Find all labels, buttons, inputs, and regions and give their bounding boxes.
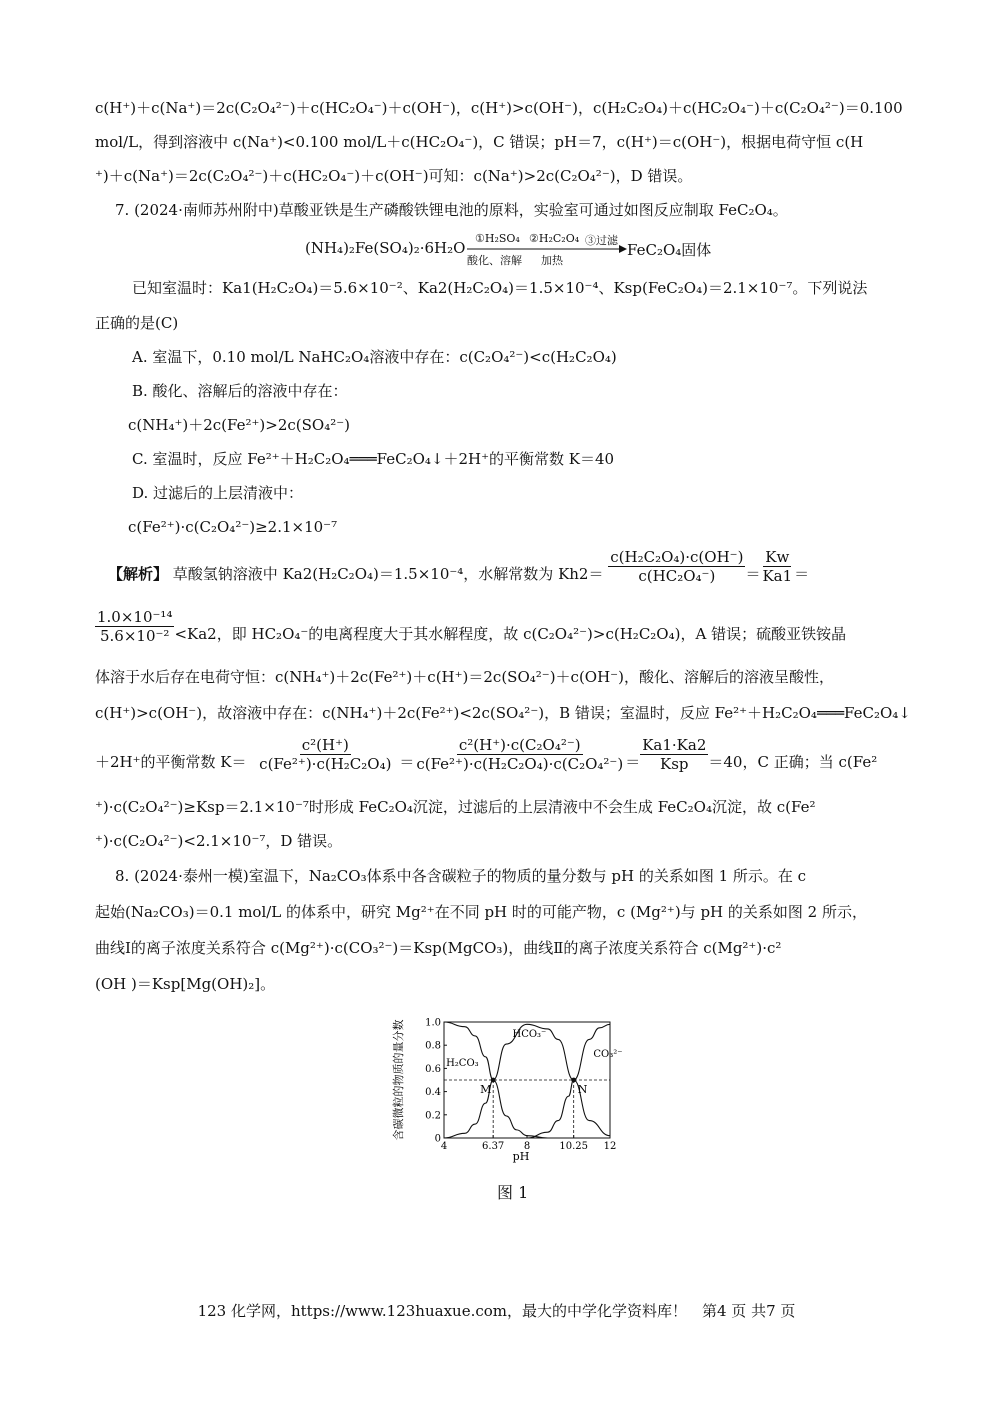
y-axis-label: 含碳微粒的物质的量分数 [392,1019,405,1141]
x-axis-label: pH [512,1150,530,1163]
fraction-numerator: c²(H⁺) [301,735,349,754]
fraction-numerator: c(H₂C₂O₄)·c(OH⁻) [610,547,744,566]
fraction [414,736,625,773]
series-label: CO₃²⁻ [593,1048,623,1060]
fraction [760,548,794,585]
series-label: H₂CO₃ [446,1058,479,1070]
y-tick-label: 0.4 [425,1087,441,1099]
analysis-line-6: ⁺)·c(C₂O₄²⁻)≥Ksp＝2.1×10⁻⁷时形成 FeC₂O₄沉淀，过滤后的上层清液中不会生成 FeC₂O₄沉淀，故 c(Fe² [95,798,816,816]
series-line [444,1024,610,1138]
reaction-arrow [467,244,627,254]
question-8-line: (OH )＝Ksp[Mg(OH)₂]。 [95,975,276,993]
text-line: mol/L，得到溶液中 c(Na⁺)<0.100 mol/L＋c(HC₂O₄⁻)，C 错误；pH＝7，c(H⁺)＝c(OH⁻)，根据电荷守恒 c(H [95,133,864,151]
point-label: N [577,1083,588,1096]
option-d: D. 过滤后的上层清液中： [132,484,304,502]
x-tick-label: 12 [603,1141,617,1152]
step3-top: ③过滤 [585,234,618,247]
analysis-line-1: 【解析】 草酸氢钠溶液中 Ka2(H₂C₂O₄)＝1.5×10⁻⁴，水解常数为 Kh2＝ $\frac{\text{c(H₂C₂O₄)·c(OH⁻)}}{\text{c(HC₂O₄⁻)}}$ ＝ $\frac{Kw}{Ka1}$ ＝ [108,547,810,585]
fraction-denominator: Ksp [660,754,689,773]
x-tick-label: 8 [523,1141,531,1152]
question-8-line: 曲线Ⅰ的离子浓度关系符合 c(Mg²⁺)·c(CO₃²⁻)＝Ksp(MgCO₃)，曲线Ⅱ的离子浓度关系符合 c(Mg²⁺)·c² [95,939,782,957]
fraction [608,548,745,585]
analysis-text: 草酸氢钠溶液中 Ka2(H₂C₂O₄)＝1.5×10⁻⁴，水解常数为 Kh2＝ [172,565,604,583]
x-tick-label: 4 [440,1141,448,1152]
step1-top: ①H₂SO₄ [475,232,520,245]
y-tick-label: 0.2 [425,1110,441,1122]
answer-line: 正确的是(C) [95,314,179,332]
y-tick-label: 1.0 [425,1017,441,1029]
y-tick-label: 0 [434,1133,441,1145]
reaction-right: FeC₂O₄固体 [627,241,712,259]
question-7-title: 7. (2024·南师苏州附中)草酸亚铁是生产磷酸铁锂电池的原料，实验室可通过如图反应制取 FeC₂O₄。 [115,201,788,219]
fraction-numerator: 1.0×10⁻¹⁴ [97,607,173,626]
fraction-denominator: c(Fe²⁺)·c(H₂C₂O₄) [259,754,392,773]
step2-top: ②H₂C₂O₄ [529,232,580,245]
fraction [640,736,708,773]
x-tick-label: 10.25 [559,1141,589,1152]
text-line: 已知室温时：Ka1(H₂C₂O₄)＝5.6×10⁻²、Ka2(H₂C₂O₄)＝1.5×10⁻⁴、Ksp(FeC₂O₄)＝2.1×10⁻⁷。下列说法 [132,279,868,297]
x-tick-label: 6.37 [482,1141,505,1152]
analysis-text: ＝40，C 正确；当 c(Fe² [708,753,878,771]
analysis-text: <Ka2，即 HC₂O₄⁻的电离程度大于其水解程度，故 c(C₂O₄²⁻)>c(H₂C₂O₄)，A 错误；硫酸亚铁铵晶 [174,625,847,643]
fraction [251,736,399,773]
option-a: A. 室温下，0.10 mol/L NaHC₂O₄溶液中存在：c(C₂O₄²⁻)<c(H₂C₂O₄) [132,348,617,366]
reaction-left: (NH₄)₂Fe(SO₄)₂·6H₂O [305,239,466,257]
fraction-numerator: Kw [765,547,790,566]
page-footer: 123 化学网，https://www.123huaxue.com，最大的中学化学资料库！ 第4 页 共7 页 [197,1302,796,1320]
fraction-denominator: c(HC₂O₄⁻) [638,566,716,585]
fraction-numerator: c²(H⁺)·c(C₂O₄²⁻) [458,735,581,754]
figure-caption: 图 1 [497,1183,529,1202]
analysis-line-7: ⁺)·c(C₂O₄²⁻)<2.1×10⁻⁷，D 错误。 [95,832,343,850]
point-label: M [480,1083,492,1096]
data-point [571,1078,576,1083]
fraction-denominator: c(Fe²⁺)·c(H₂C₂O₄)·c(C₂O₄²⁻) [416,754,624,773]
question-8-line: 起始(Na₂CO₃)＝0.1 mol/L 的体系中，研究 Mg²⁺在不同 pH 时的可能产物，c (Mg²⁺)与 pH 的关系如图 2 所示， [95,903,867,921]
question-8-line: 8. (2024·泰州一模)室温下，Na₂CO₃体系中各含碳粒子的物质的量分数与 pH 的关系如图 1 所示。在 c [115,867,807,885]
text-line: c(H⁺)＋c(Na⁺)＝2c(C₂O₄²⁻)＋c(HC₂O₄⁻)＋c(OH⁻)，c(H⁺)>c(OH⁻)，c(H₂C₂O₄)＋c(HC₂O₄⁻)＋c(C₂O₄²⁻)＝0.100 [95,99,903,117]
analysis-line-2 [95,607,847,645]
y-tick-label: 0.8 [425,1040,441,1052]
option-d-expr: c(Fe²⁺)·c(C₂O₄²⁻)≥2.1×10⁻⁷ [128,518,338,536]
reaction-scheme [305,230,725,270]
option-b: B. 酸化、溶解后的溶液中存在： [132,382,348,400]
speciation-chart [380,1002,630,1174]
step2-bottom: 加热 [541,254,563,267]
analysis-line-4: c(H⁺)>c(OH⁻)，故溶液中存在：c(NH₄⁺)＋2c(Fe²⁺)<2c(SO₄²⁻)，B 错误；室温时，反应 Fe²⁺＋H₂C₂O₄═══FeC₂O₄↓ [95,704,911,722]
fraction-numerator: Ka1·Ka2 [642,735,707,754]
text-line: ⁺)＋c(Na⁺)＝2c(C₂O₄²⁻)＋c(HC₂O₄⁻)＋c(OH⁻)可知：c(Na⁺)>2c(C₂O₄²⁻)，D 错误。 [95,167,693,185]
analysis-text: ＋2H⁺的平衡常数 K＝ [95,753,247,771]
analysis-line-3: 体溶于水后存在电荷守恒：c(NH₄⁺)＋2c(Fe²⁺)＋c(H⁺)＝2c(SO₄²⁻)＋c(OH⁻)，酸化、溶解后的溶液呈酸性， [95,668,834,686]
series-label: HCO₃⁻ [512,1029,547,1041]
y-tick-label: 0.6 [425,1063,441,1075]
analysis-label: 【解析】 [108,565,169,583]
fraction-denominator: Ka1 [762,566,793,585]
option-c: C. 室温时，反应 Fe²⁺＋H₂C₂O₄═══FeC₂O₄↓＋2H⁺的平衡常数 K＝40 [132,450,615,468]
analysis-line-5: ＋2H⁺的平衡常数 K＝ $\frac{\text{c²(H⁺)}}{\text{c(Fe²⁺)·c(H₂C₂O₄)}}$ ＝ $\frac{\text{c²(H⁺)·c(C₂O₄²⁻)}}{\text{c(Fe²⁺)·c(H₂C₂O₄)·c(C₂O₄²⁻)}}$ ＝ $\frac{Ka1\cdot Ka2}{\text{Ksp}}$ ＝40，C 正确；当 c(Fe² [95,735,878,773]
fraction-denominator: 5.6×10⁻² [100,626,170,645]
fraction [95,608,174,645]
step1-bottom: 酸化、溶解 [467,254,522,267]
option-b-expr: c(NH₄⁺)＋2c(Fe²⁺)>2c(SO₄²⁻) [128,416,351,434]
series-line [444,1024,610,1138]
data-point [491,1078,496,1083]
